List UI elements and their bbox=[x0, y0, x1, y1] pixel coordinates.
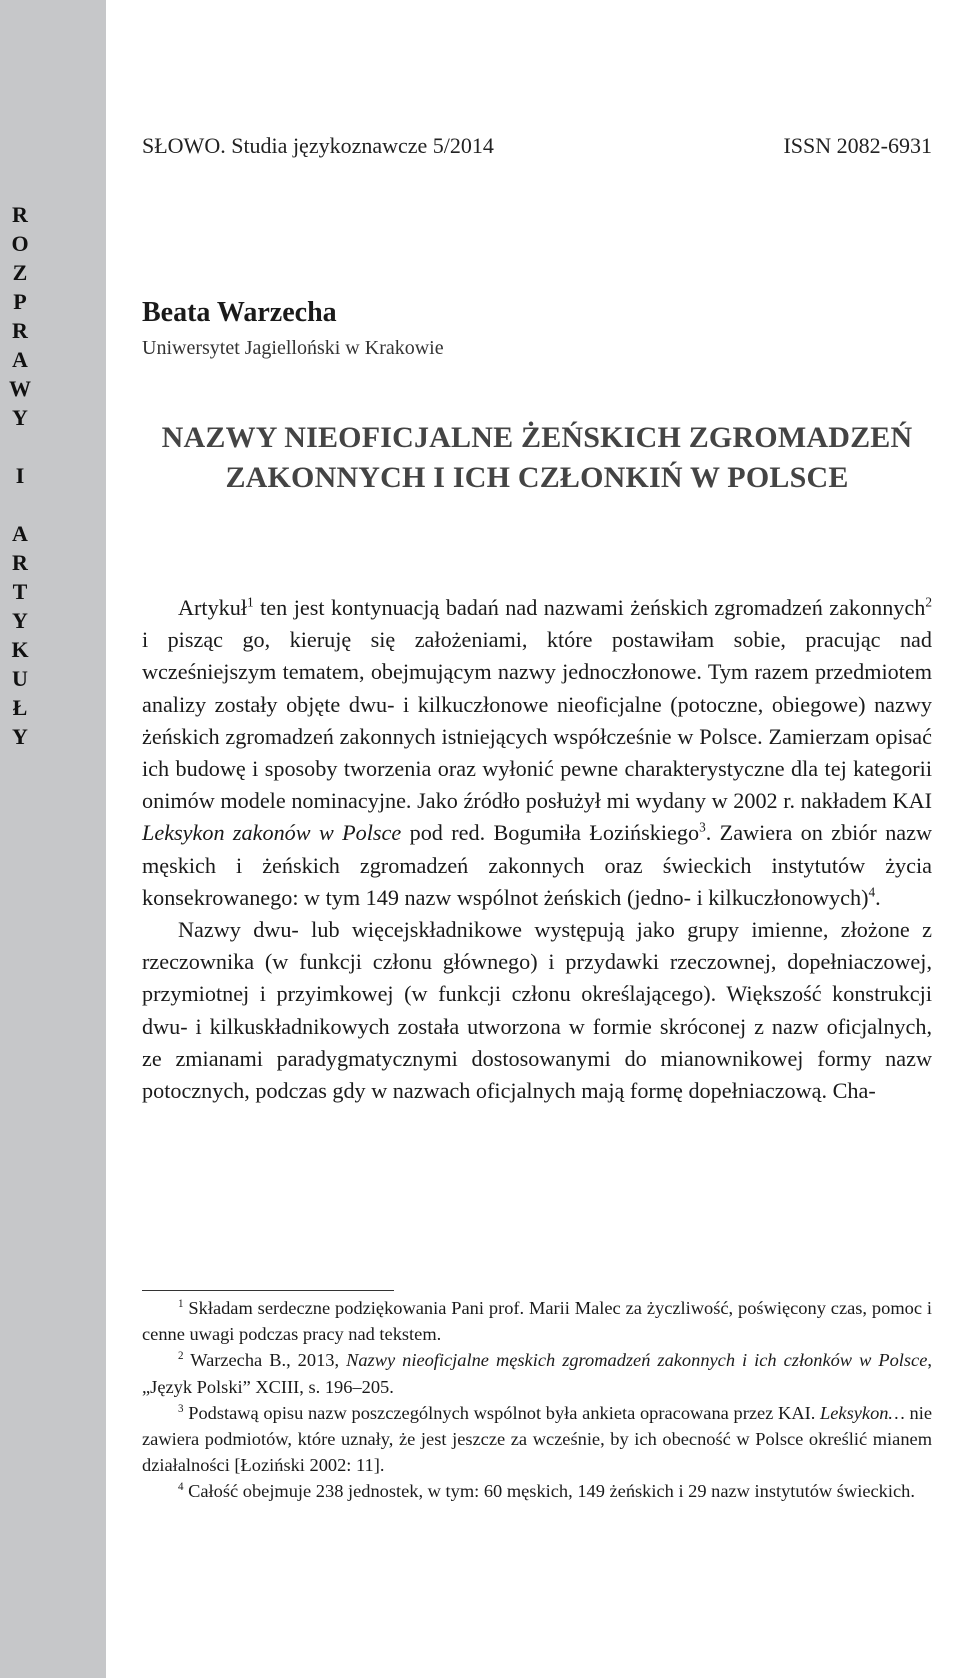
footnote-3 bbox=[142, 1400, 932, 1479]
footnote-1 bbox=[142, 1295, 932, 1347]
sidebar-letter: A bbox=[12, 347, 28, 372]
cited-title: Leksykon… bbox=[820, 1402, 905, 1423]
sidebar-letter: K bbox=[11, 637, 29, 662]
sidebar-letter: I bbox=[15, 463, 25, 488]
sidebar-letter: A bbox=[12, 521, 28, 546]
author-name: Beata Warzecha bbox=[142, 297, 337, 328]
footnote-ref-3[interactable]: 3 bbox=[699, 820, 706, 836]
footnote-ref-4[interactable]: 4 bbox=[868, 884, 876, 900]
sidebar-letter: R bbox=[12, 202, 28, 227]
footnote-number: 4 bbox=[178, 1481, 184, 1494]
sidebar-letter: W bbox=[9, 376, 31, 401]
footnote-text: Całość obejmuje 238 jednostek, w tym: 60 męskich, 149 żeńskich i 29 nazw instytutów świeckich. bbox=[183, 1481, 915, 1502]
sidebar-letter: Ł bbox=[12, 695, 28, 720]
sidebar-letter: P bbox=[13, 289, 27, 314]
sidebar-letter: Z bbox=[12, 260, 28, 285]
footnote-ref-2[interactable]: 2 bbox=[925, 594, 932, 610]
sidebar-letter: Y bbox=[12, 405, 28, 430]
cited-title: Nazwy nieoficjalne męskich zgromadzeń zakonnych i ich członków w Polsce bbox=[346, 1350, 928, 1371]
footnotes bbox=[142, 1295, 932, 1505]
title-line-1: NAZWY NIEOFICJALNE ŻEŃSKICH ZGROMADZEŃ bbox=[161, 421, 913, 454]
sidebar-letter: R bbox=[12, 318, 28, 343]
footnote-4 bbox=[142, 1478, 932, 1504]
sidebar-letter bbox=[0, 432, 40, 461]
footnote-2 bbox=[142, 1347, 932, 1399]
sidebar-letter: U bbox=[12, 666, 28, 691]
body-paragraph-1 bbox=[142, 592, 932, 914]
issn-label: ISSN 2082-6931 bbox=[783, 133, 932, 158]
body-text: ten jest kontynuacją badań nad nazwami żeńskich zgromadzeń zakonnych bbox=[253, 595, 926, 620]
footnote-divider bbox=[142, 1290, 394, 1291]
sidebar-letter: Y bbox=[12, 608, 28, 633]
body-text: . bbox=[875, 884, 881, 910]
footnote-text: Składam serdeczne podziękowania Pani prof. Marii Malec za życzliwość, poświęcony czas, pomoc i cenne uwagi podczas pracy nad tekstem. bbox=[142, 1298, 932, 1345]
footnote-text: Podstawą opisu nazw poszczególnych wspólnot była ankieta opracowana przez KAI. bbox=[183, 1402, 821, 1423]
footnote-ref-1[interactable]: 1 bbox=[247, 594, 254, 610]
article-title bbox=[142, 418, 932, 498]
section-sidebar bbox=[0, 0, 106, 1678]
sidebar-letter: O bbox=[11, 231, 29, 256]
sidebar-letter bbox=[0, 490, 40, 519]
body-paragraph-2: Nazwy dwu- lub więcejskładnikowe występują jako grupy imienne, złożone z rzeczownika (w funkcji członu głównego) i przydawki rzeczownej, dopełniaczowej, przymiotnej i przyimkowej (w funkcji członu określającego). Większość konstrukcji dwu- i kilkuskładnikowych została utworzona w formie skróconej z nazw oficjalnych, ze zmianami paradygmatycznymi dostosowanymi do mianownikowej formy nazw potocznych, podczas gdy w nazwach oficjalnych mają formę dopełniaczową. Cha- bbox=[142, 917, 932, 1104]
sidebar-letter: T bbox=[12, 579, 28, 604]
body-text: i pisząc go, kieruję się założeniami, które postawiłam sobie, pracując nad wcześniejszym tematem, obejmującym nazwy jednoczłonowe. Tym razem przedmiotem analizy zostały objęte dwu- i kilkuczłonowe nieoficjalne (potoczne, obiegowe) nazwy żeńskich zgromadzeń zakonnych istniejących współcześnie w Polsce. Zamierzam opisać ich budowę i sposoby tworzenia oraz wyłonić pewne charakterystyczne dla tej kategorii onimów modele nominacyjne. Jako źródło posłużył mi wydany w 2002 r. nakładem KAI bbox=[142, 627, 932, 814]
article-body bbox=[142, 592, 932, 1107]
footnote-number: 2 bbox=[178, 1350, 184, 1363]
footnote-text: , „Język Polski” XCIII, s. 196–205. bbox=[142, 1350, 932, 1397]
book-title: Leksykon zakonów w Polsce bbox=[142, 820, 402, 846]
body-text: Artykuł bbox=[178, 595, 248, 620]
author-affiliation: Uniwersytet Jagielloński w Krakowie bbox=[142, 337, 444, 359]
journal-title: SŁOWO. Studia językoznawcze 5/2014 bbox=[142, 133, 494, 158]
body-text: pod red. Bogumiła Łozińskiego bbox=[401, 820, 700, 846]
footnote-number: 1 bbox=[178, 1297, 184, 1310]
footnote-text: nie zawiera podmiotów, które uznały, że jest jeszcze za wcześnie, by ich obecność w Polsce określić mianem działalności [Łoziński 2002: 11]. bbox=[142, 1402, 932, 1476]
section-label-vertical bbox=[0, 200, 40, 751]
sidebar-letter: Y bbox=[12, 724, 28, 749]
title-line-2: ZAKONNYCH I ICH CZŁONKIŃ W POLSCE bbox=[225, 461, 849, 494]
sidebar-letter: R bbox=[12, 550, 28, 575]
footnote-number: 3 bbox=[178, 1402, 184, 1415]
body-text: . Zawiera on zbiór nazw męskich i żeńskich zgromadzeń zakonnych oraz świeckich instytutów życia konsekrowanego: w tym 149 nazw wspólnot żeńskich (jedno- i kilkuczłonowych) bbox=[142, 820, 933, 910]
footnote-text: Warzecha B., 2013, bbox=[183, 1350, 347, 1371]
